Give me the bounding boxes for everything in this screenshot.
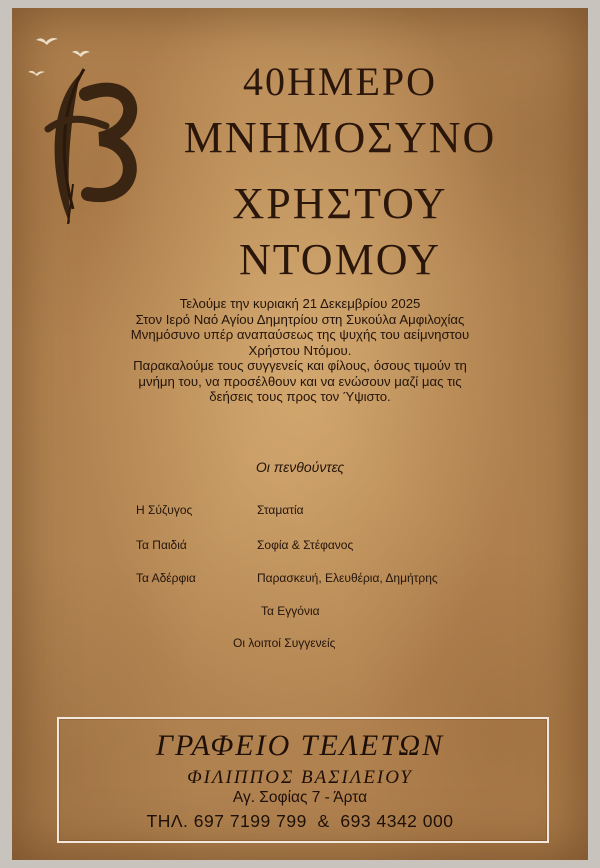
announcement-line: δεήσεις τους προς τον Ύψιστο. <box>209 389 391 404</box>
mourners-heading: Οι πενθούντες <box>255 459 345 475</box>
funeral-home-phones: ΤΗΛ. 697 7199 799 & 693 4342 000 <box>146 811 454 831</box>
deceased-first-name: ΧΡΗΣΤΟΥ <box>232 179 448 228</box>
grandchildren-label: Τα Εγγόνια <box>261 604 320 618</box>
announcement-line: Χρήστου Ντόμου. <box>248 342 352 358</box>
spouse-label: Η Σύζυγος <box>136 503 193 517</box>
memorial-type-title: 40ΗΜΕΡΟ <box>242 59 438 104</box>
announcement-line: Μνημόσυνο υπέρ αναπαύσεως της ψυχής του αείμνηστου <box>130 327 470 342</box>
announcement-line: Στον Ιερό Ναό Αγίου Δημητρίου στη Συκούλα Αμφιλοχίας <box>135 311 465 327</box>
announcement-line: μνήμη του, να προσέλθουν και να ενώσουν μαζί μας τις <box>138 373 462 389</box>
announcement-text <box>70 296 530 405</box>
deceased-last-name: ΝΤΟΜΟΥ <box>238 235 442 284</box>
spouse-names: Σταματία <box>257 503 304 517</box>
announcement-line: Παρακαλούμε τους συγγενείς και φίλους, όσους τιμούν τη <box>133 358 467 373</box>
siblings-names: Παρασκευή, Ελευθέρια, Δημήτρης <box>257 571 438 585</box>
memorial-title: ΜΝΗΜΟΣΥΝΟ <box>183 113 497 162</box>
announcement-line: Τελούμε την κυριακή 21 Δεκεμβρίου 2025 <box>179 296 421 311</box>
feather-b-logo <box>28 34 148 224</box>
children-label: Τα Παιδιά <box>136 538 187 552</box>
relatives-label: Οι λοιποί Συγγενείς <box>233 636 336 650</box>
flying-birds-icon <box>28 38 90 76</box>
funeral-home-address: Αγ. Σοφίας 7 - Άρτα <box>232 789 368 806</box>
siblings-label: Τα Αδέρφια <box>136 571 196 585</box>
children-names: Σοφία & Στέφανος <box>257 538 354 552</box>
funeral-home-name: ΓΡΑΦΕΙΟ ΤΕΛΕΤΩΝ <box>155 729 445 762</box>
funeral-home-owner: ΦΙΛΙΠΠΟΣ ΒΑΣΙΛΕΙΟΥ <box>187 767 413 788</box>
